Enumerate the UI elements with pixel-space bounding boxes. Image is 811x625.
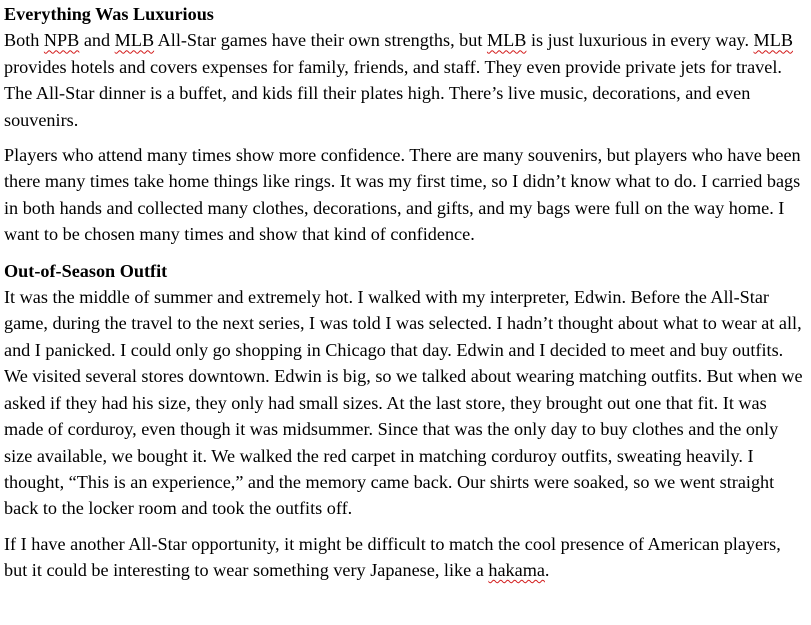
section-heading-luxurious: Everything Was Luxurious bbox=[4, 4, 214, 24]
spellcheck-word-hakama[interactable]: hakama bbox=[488, 560, 545, 581]
text-run: provides hotels and covers expenses for family, friends, and staff. They even provide private jets for travel. The All-Star dinner is a buffet, and kids fill their plates high. There’s live music, decorations, and even souvenirs. bbox=[4, 56, 782, 130]
text-run: . bbox=[544, 560, 550, 581]
spellcheck-word-npb[interactable]: NPB bbox=[43, 30, 80, 51]
spellcheck-word-mlb[interactable]: MLB bbox=[114, 30, 155, 51]
text-run: If I have another All-Star opportunity, it might be difficult to match the cool presence of American players, but it could be interesting to wear something very Japanese, like a bbox=[4, 533, 781, 581]
text-run: is just luxurious in every way. bbox=[526, 30, 754, 51]
section-heading-outfit: Out-of-Season Outfit bbox=[4, 260, 168, 281]
paragraph-outfit-2 bbox=[4, 531, 808, 584]
text-run: Both bbox=[4, 30, 44, 51]
paragraph-outfit-1: It was the middle of summer and extremely hot. I walked with my interpreter, Edwin. Before the All-Star game, during the travel to the next series, I was told I was selected. I hadn’t thought about what to wear at all, and I panicked. I could only go shopping in Chicago that day. Edwin and I decided to meet and buy outfits. We visited several stores downtown. Edwin is big, so we talked about wearing matching outfits. But when we asked if they had his size, they only had small sizes. At the last store, they brought out one that fit. It was made of corduroy, even though it was midsummer. Since that was the only day to buy clothes and the only size available, we bought it. We walked the red carpet in matching corduroy outfits, sweating heavily. I thought, “This is an experience,” and the memory came back. Our shirts were soaked, so we went straight back to the locker room and took the outfits off. bbox=[4, 287, 803, 519]
spellcheck-word-mlb[interactable]: MLB bbox=[486, 30, 527, 51]
text-run: and bbox=[79, 30, 115, 51]
paragraph-luxurious-2: Players who attend many times show more confidence. There are many souvenirs, but players who have been there many times take home things like rings. It was my first time, so I didn’t know what to do. I carried bags in both hands and collected many clothes, decorations, and gifts, and my bags were full on the way home. I want to be chosen many times and show that kind of confidence. bbox=[4, 145, 801, 245]
paragraph-luxurious-1 bbox=[4, 27, 808, 133]
document-body bbox=[4, 0, 808, 584]
text-run: All-Star games have their own strengths, but bbox=[154, 30, 487, 51]
spellcheck-word-mlb[interactable]: MLB bbox=[753, 30, 793, 51]
